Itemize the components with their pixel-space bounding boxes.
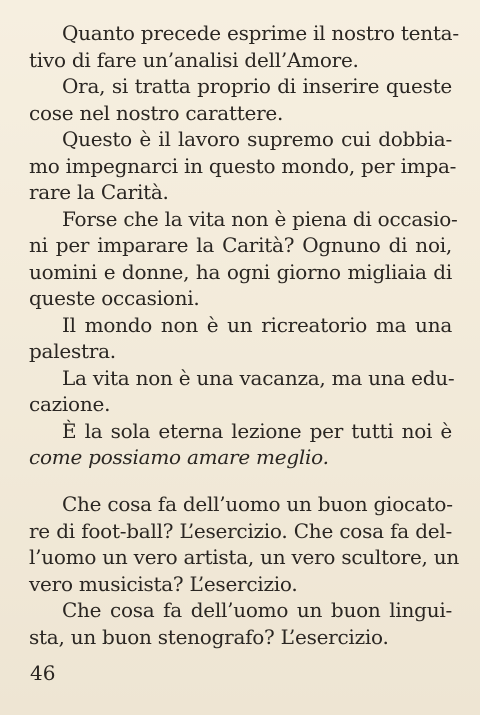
text-line: palestra. <box>29 339 116 363</box>
text-line: mo impegnarci in questo mondo, per impa- <box>29 153 457 178</box>
text-line: re di foot-ball? L’esercizio. Che cosa fa del- <box>29 518 452 543</box>
text-line <box>29 444 452 471</box>
text-line: Questo è il lavoro supremo cui dobbia- <box>62 127 452 151</box>
text-line: Ora, si tratta proprio di inserire queste <box>62 74 452 98</box>
paragraph-block-exercise <box>29 491 460 650</box>
text-line: sta, un buon stenografo? L’esercizio. <box>29 624 389 649</box>
text-line: tivo di fare un’analisi dell’Amore. <box>29 47 359 72</box>
text-line: È la sola eterna lezione per tutti noi è <box>62 418 452 443</box>
text-line: cazione. <box>29 392 111 416</box>
text-line: Quanto precede esprime il nostro tenta- <box>62 21 459 45</box>
text-line: cose nel nostro carattere. <box>29 100 284 125</box>
text-line: Che cosa fa dell’uomo un buon giocato- <box>62 492 453 516</box>
text-line: La vita non è una vacanza, ma una edu- <box>62 365 455 390</box>
text-line: l’uomo un vero artista, un vero scultore, un <box>29 545 460 569</box>
text-line: Il mondo non è un ricreatorio ma una <box>62 312 452 337</box>
text-line: Forse che la vita non è piena di occasio- <box>62 206 458 231</box>
text-line: queste occasioni. <box>29 286 200 310</box>
page-number: 46 <box>30 661 56 685</box>
text-line: rare la Carità. <box>29 180 169 204</box>
text-line: ni per imparare la Carità? Ognuno di noi, <box>29 233 452 257</box>
text-line: vero musicista? L’esercizio. <box>29 571 298 596</box>
text-line: uomini e donne, ha ogni giorno migliaia di <box>29 259 452 284</box>
text-line: Che cosa fa dell’uomo un buon lingui- <box>62 598 452 622</box>
italic-phrase: come possiamo amare meglio. <box>29 445 329 469</box>
paragraph-block-love <box>29 20 459 471</box>
